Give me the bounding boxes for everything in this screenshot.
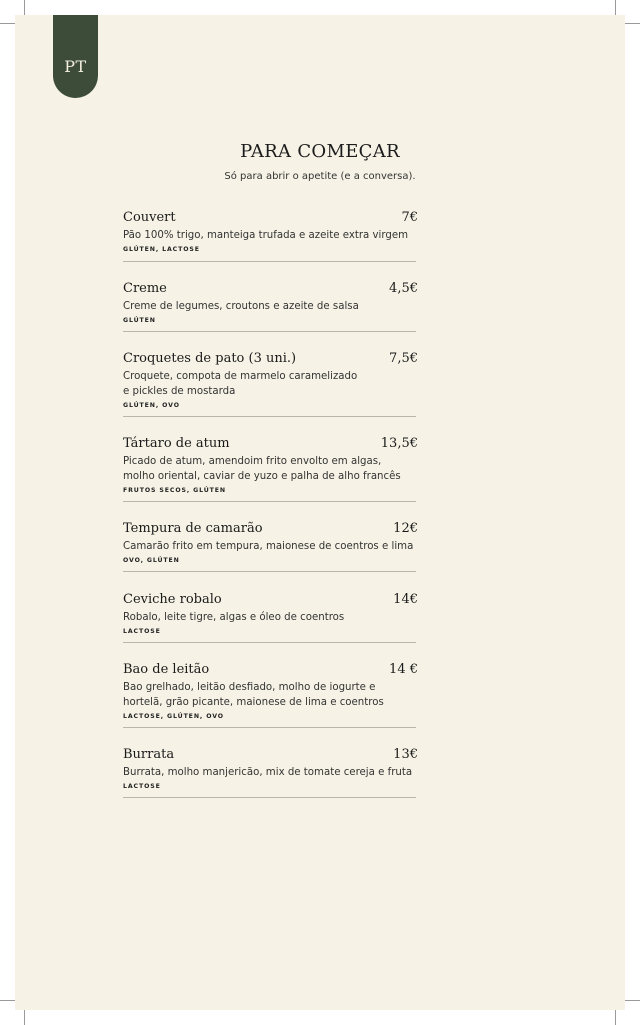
divider <box>123 797 416 798</box>
item-price: 7€ <box>401 210 418 225</box>
menu-item <box>123 747 418 790</box>
menu-item <box>123 351 418 409</box>
crop-mark <box>615 1010 616 1025</box>
section-title: PARA COMEÇAR <box>240 141 400 162</box>
item-description: Picado de atum, amendoim frito envolto em algas, <box>123 456 382 467</box>
divider <box>123 416 416 417</box>
divider <box>123 331 416 332</box>
crop-mark <box>0 1000 15 1001</box>
language-tab[interactable] <box>53 15 98 98</box>
item-name: Tempura de camarão <box>123 521 263 536</box>
crop-mark <box>625 23 640 24</box>
item-price: 4,5€ <box>389 281 418 296</box>
item-name: Tártaro de atum <box>123 436 230 451</box>
item-allergens: OVO, GLÚTEN <box>123 557 180 564</box>
item-description: e pickles de mostarda <box>123 386 236 397</box>
item-description: Camarão frito em tempura, maionese de coentros e lima <box>123 541 414 552</box>
divider <box>123 727 416 728</box>
item-price: 12€ <box>393 521 418 536</box>
divider <box>123 571 416 572</box>
item-description: Creme de legumes, croutons e azeite de salsa <box>123 301 359 312</box>
menu-item <box>123 662 418 720</box>
item-price: 13,5€ <box>380 436 418 451</box>
crop-mark <box>24 1010 25 1025</box>
item-price: 14€ <box>393 592 418 607</box>
item-description: Burrata, molho manjericão, mix de tomate cereja e fruta <box>123 767 413 778</box>
item-description: Pão 100% trigo, manteiga trufada e azeite extra virgem <box>123 230 409 241</box>
crop-mark <box>0 23 15 24</box>
item-allergens: GLÚTEN, LACTOSE <box>123 246 200 253</box>
item-name: Creme <box>123 281 167 296</box>
item-price: 13€ <box>393 747 418 762</box>
crop-mark <box>615 0 616 15</box>
divider <box>123 261 416 262</box>
item-name: Couvert <box>123 210 176 225</box>
menu-item <box>123 281 418 324</box>
item-name: Ceviche robalo <box>123 592 222 607</box>
menu-page <box>15 15 625 1010</box>
item-name: Bao de leitão <box>123 662 210 677</box>
item-allergens: GLÚTEN, OVO <box>123 402 180 409</box>
item-description: molho oriental, caviar de yuzo e palha de alho francês <box>123 471 401 482</box>
menu-item <box>123 592 418 635</box>
item-name: Burrata <box>123 747 175 762</box>
crop-mark <box>24 0 25 15</box>
crop-mark <box>625 1000 640 1001</box>
item-description: hortelã, grão picante, maionese de lima e coentros <box>123 697 384 708</box>
language-tab-label: PT <box>64 57 87 76</box>
item-allergens: FRUTOS SECOS, GLÚTEN <box>123 487 227 494</box>
item-allergens: LACTOSE, GLÚTEN, OVO <box>123 713 224 720</box>
divider <box>123 501 416 502</box>
item-allergens: GLÚTEN <box>123 317 156 324</box>
section-subtitle: Só para abrir o apetite (e a conversa). <box>224 171 416 182</box>
menu-item <box>123 521 418 564</box>
item-allergens: LACTOSE <box>123 783 161 790</box>
divider <box>123 642 416 643</box>
item-price: 7,5€ <box>389 351 418 366</box>
item-allergens: LACTOSE <box>123 628 161 635</box>
item-description: Robalo, leite tigre, algas e óleo de coentros <box>123 612 345 623</box>
menu-item <box>123 436 418 494</box>
item-price: 14 € <box>389 662 418 677</box>
item-description: Croquete, compota de marmelo caramelizado <box>123 371 358 382</box>
item-description: Bao grelhado, leitão desfiado, molho de iogurte e <box>123 682 376 693</box>
item-name: Croquetes de pato (3 uni.) <box>123 351 297 366</box>
menu-item <box>123 210 418 253</box>
